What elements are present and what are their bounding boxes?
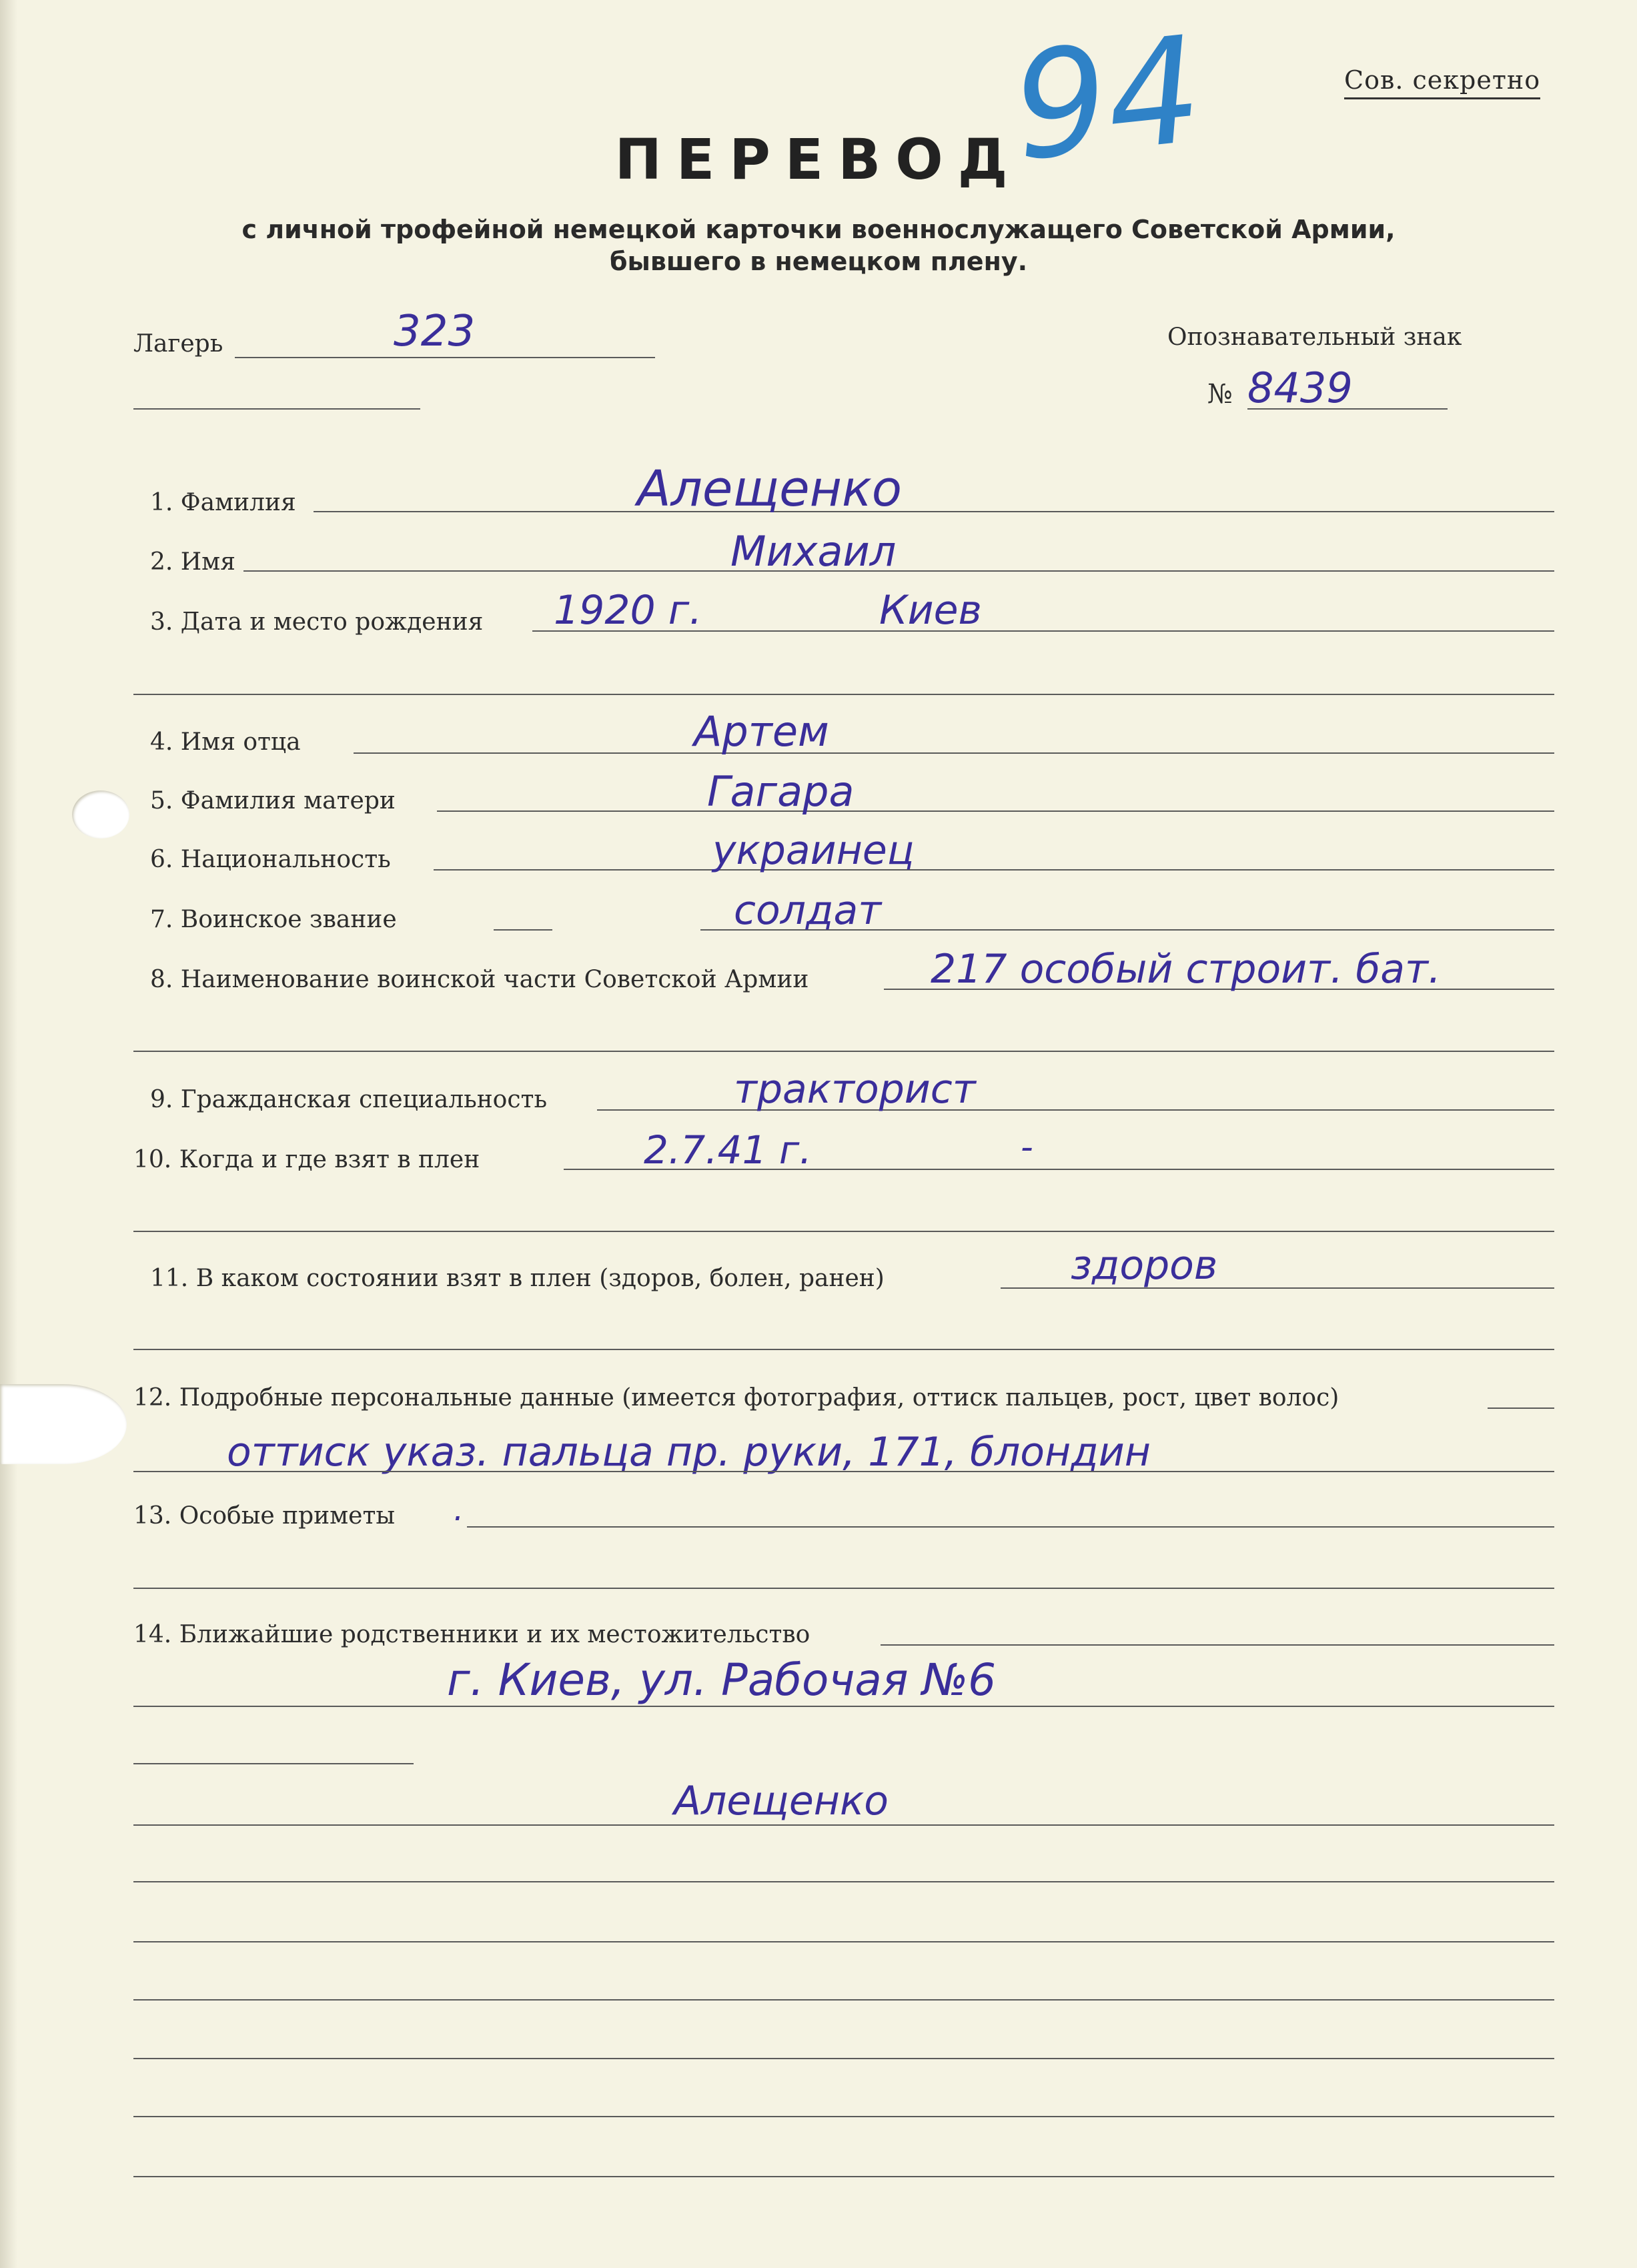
field-6-value: украинец (712, 827, 915, 874)
field-12-value: оттиск указ. пальца пр. руки, 171, блондин (227, 1429, 1151, 1476)
camp-line-2 (133, 408, 420, 410)
field-7-value: солдат (734, 887, 882, 934)
field-3-value-2: Киев (879, 587, 982, 634)
field-10-value-2: - (1021, 1127, 1033, 1167)
field-6-label: 6. Национальность (150, 846, 391, 873)
field-2-line (243, 570, 1554, 572)
blank-line-4 (133, 1999, 1554, 2001)
field-2-label: 2. Имя (150, 548, 235, 576)
subtitle-line-2: бывшего в немецком плену. (609, 247, 1028, 276)
document-title: ПЕРЕВОД (614, 127, 1023, 192)
field-11-label: 11. В каком состоянии взят в плен (здоров, болен, ранен) (150, 1265, 885, 1292)
tag-value: 8439 (1247, 364, 1353, 412)
field-3-line-2 (133, 694, 1554, 695)
field-14-value-2: Алещенко (674, 1778, 889, 1824)
camp-label: Лагерь (133, 330, 223, 358)
field-13-label: 13. Особые приметы (133, 1502, 396, 1530)
field-12-line-2 (133, 1471, 1554, 1472)
field-6-line (434, 869, 1554, 871)
field-1-value: Алещенко (637, 460, 903, 518)
field-4-line (354, 752, 1554, 754)
blank-line-3 (133, 1941, 1554, 1942)
field-7-line-a (494, 929, 552, 931)
field-10-label: 10. Когда и где взят в плен (133, 1146, 480, 1173)
field-11-line-2 (133, 1349, 1554, 1350)
field-13-value: . (454, 1491, 464, 1528)
secret-stamp: Сов. секретно (1344, 65, 1540, 99)
field-2-value: Михаил (730, 527, 897, 576)
field-3-value: 1920 г. (554, 587, 702, 634)
torn-punch-hole (0, 1384, 127, 1464)
field-5-line (437, 810, 1554, 812)
field-5-value: Гагара (707, 767, 855, 816)
page-edge-shadow (0, 0, 17, 2268)
field-13-line-2 (133, 1588, 1554, 1589)
field-10-value: 2.7.41 г. (644, 1127, 812, 1173)
field-5-label: 5. Фамилия матери (150, 787, 396, 814)
blank-line-2 (133, 1881, 1554, 1882)
field-14-label: 14. Ближайшие родственники и их местожительство (133, 1621, 810, 1648)
field-11-value: здоров (1071, 1242, 1218, 1289)
field-12-line (1488, 1407, 1554, 1409)
tag-label: Опознавательный знак (1167, 324, 1462, 351)
field-8-label: 8. Наименование воинской части Советской Армии (150, 966, 809, 993)
field-10-line-2 (133, 1231, 1554, 1232)
camp-line (235, 357, 655, 358)
document-subtitle (0, 213, 1637, 277)
field-1-label: 1. Фамилия (150, 489, 296, 516)
blank-line-7 (133, 2176, 1554, 2177)
tag-no-label: № (1207, 379, 1233, 410)
subtitle-line-1: с личной трофейной немецкой карточки военнослужащего Советской Армии, (241, 215, 1396, 244)
field-14-line-3 (133, 1763, 414, 1764)
field-9-label: 9. Гражданская специальность (150, 1086, 548, 1113)
field-12-label: 12. Подробные персональные данные (имеется фотография, оттиск пальцев, рост, цвет волос) (133, 1384, 1339, 1411)
handwritten-doc-number: 94 (1005, 4, 1209, 193)
field-3-label: 3. Дата и место рождения (150, 608, 484, 636)
blank-line-1 (133, 1824, 1554, 1826)
field-8-line-2 (133, 1051, 1554, 1052)
field-7-label: 7. Воинское звание (150, 906, 397, 933)
blank-line-6 (133, 2116, 1554, 2117)
field-4-label: 4. Имя отца (150, 728, 301, 756)
field-4-value: Артем (694, 707, 829, 756)
blank-line-5 (133, 2058, 1554, 2059)
field-8-value: 217 особый строит. бат. (931, 946, 1442, 993)
field-13-line (467, 1526, 1554, 1528)
field-14-line (881, 1644, 1554, 1646)
camp-value: 323 (394, 307, 476, 356)
field-1-line (314, 511, 1554, 512)
field-9-value: тракторист (734, 1066, 976, 1113)
field-14-line-2 (133, 1706, 1554, 1707)
field-14-value: г. Киев, ул. Рабочая №6 (447, 1654, 997, 1706)
punch-hole (72, 790, 129, 838)
